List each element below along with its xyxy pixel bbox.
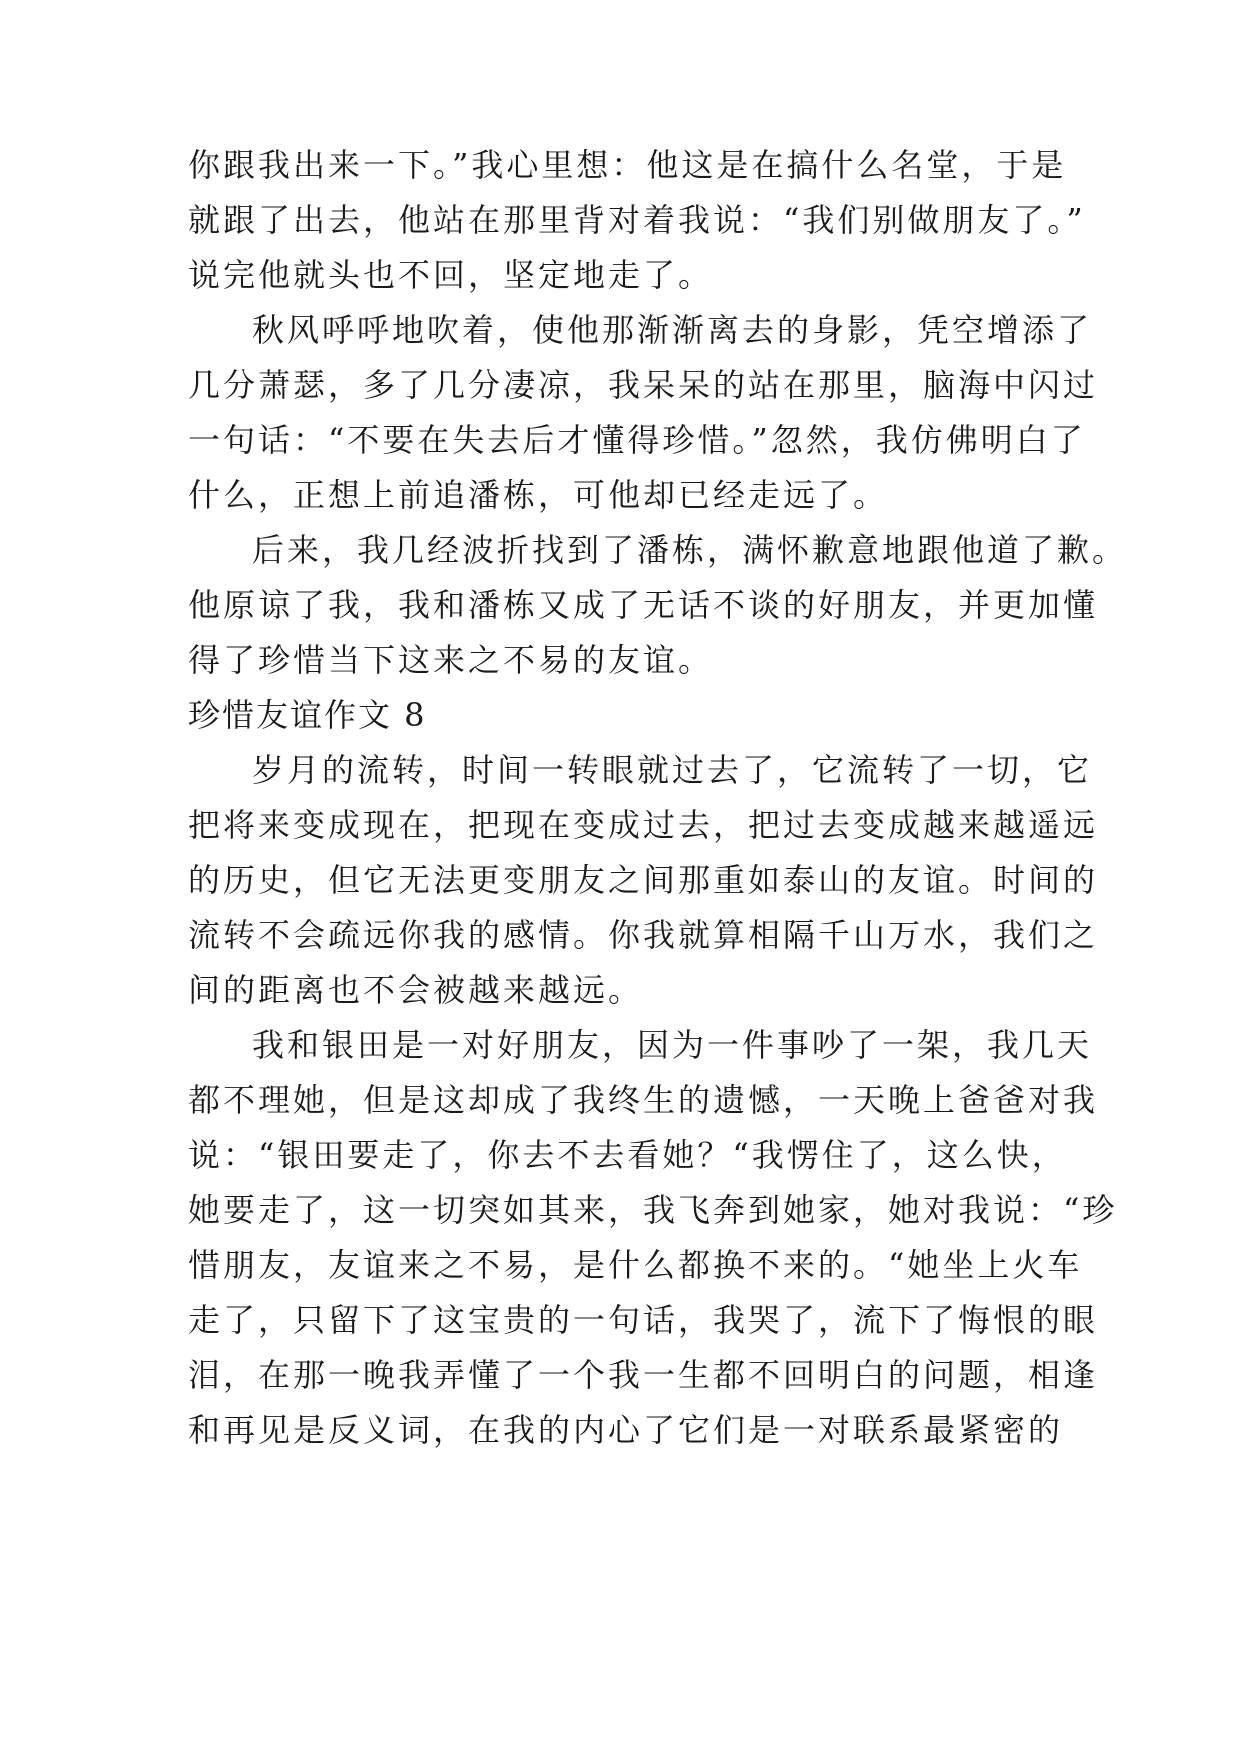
text-line: 得了珍惜当下这来之不易的友谊。	[188, 641, 714, 679]
text-line: 几分萧瑟，多了几分凄凉，我呆呆的站在那里，脑海中闪过	[188, 366, 1099, 404]
text-line: 什么，正想上前追潘栋，可他却已经走远了。	[188, 476, 889, 514]
text-line: 间的距离也不会被越来越远。	[188, 971, 644, 1009]
text-line: 他原谅了我，我和潘栋又成了无话不谈的好朋友，并更加懂	[188, 586, 1099, 624]
text-line: 你跟我出来一下。”我心里想：他这是在搞什么名堂，于是	[188, 146, 1067, 184]
text-line: 她要走了，这一切突如其来，我飞奔到她家，她对我说：“珍	[188, 1191, 1118, 1229]
text-line: 就跟了出去，他站在那里背对着我说：“我们别做朋友了。”	[188, 201, 1086, 239]
text-line: 都不理她，但是这却成了我终生的遗憾，一天晚上爸爸对我	[188, 1081, 1099, 1119]
text-line: 流转不会疏远你我的感情。你我就算相隔千山万水，我们之	[188, 916, 1099, 954]
text-line: 的历史，但它无法更变朋友之间那重如泰山的友谊。时间的	[188, 861, 1099, 899]
paragraph-first-line: 后来，我几经波折找到了潘栋，满怀歉意地跟他道了歉。	[252, 531, 1128, 569]
text-line: 把将来变成现在，把现在变成过去，把过去变成越来越遥远	[188, 806, 1099, 844]
paragraph-first-line: 秋风呼呼地吹着，使他那渐渐离去的身影，凭空增添了	[252, 311, 1093, 349]
text-line: 惜朋友，友谊来之不易，是什么都换不来的。“她坐上火车	[188, 1246, 1083, 1284]
text-line: 说：“银田要走了，你去不去看她？“我愣住了，这么快，	[188, 1136, 1067, 1174]
text-line: 和再见是反义词，在我的内心了它们是一对联系最紧密的	[188, 1411, 1064, 1449]
text-line: 泪，在那一晚我弄懂了一个我一生都不回明白的问题，相逢	[188, 1356, 1099, 1394]
section-heading: 珍惜友谊作文 8	[188, 696, 427, 734]
text-line: 说完他就头也不回，坚定地走了。	[188, 256, 714, 294]
text-line: 一句话：“不要在失去后才懂得珍惜。”忽然，我仿佛明白了	[188, 421, 1086, 459]
paragraph-first-line: 岁月的流转，时间一转眼就过去了，它流转了一切，它	[252, 751, 1093, 789]
paragraph-first-line: 我和银田是一对好朋友，因为一件事吵了一架，我几天	[252, 1026, 1093, 1064]
text-line: 走了，只留下了这宝贵的一句话，我哭了，流下了悔恨的眼	[188, 1301, 1099, 1339]
